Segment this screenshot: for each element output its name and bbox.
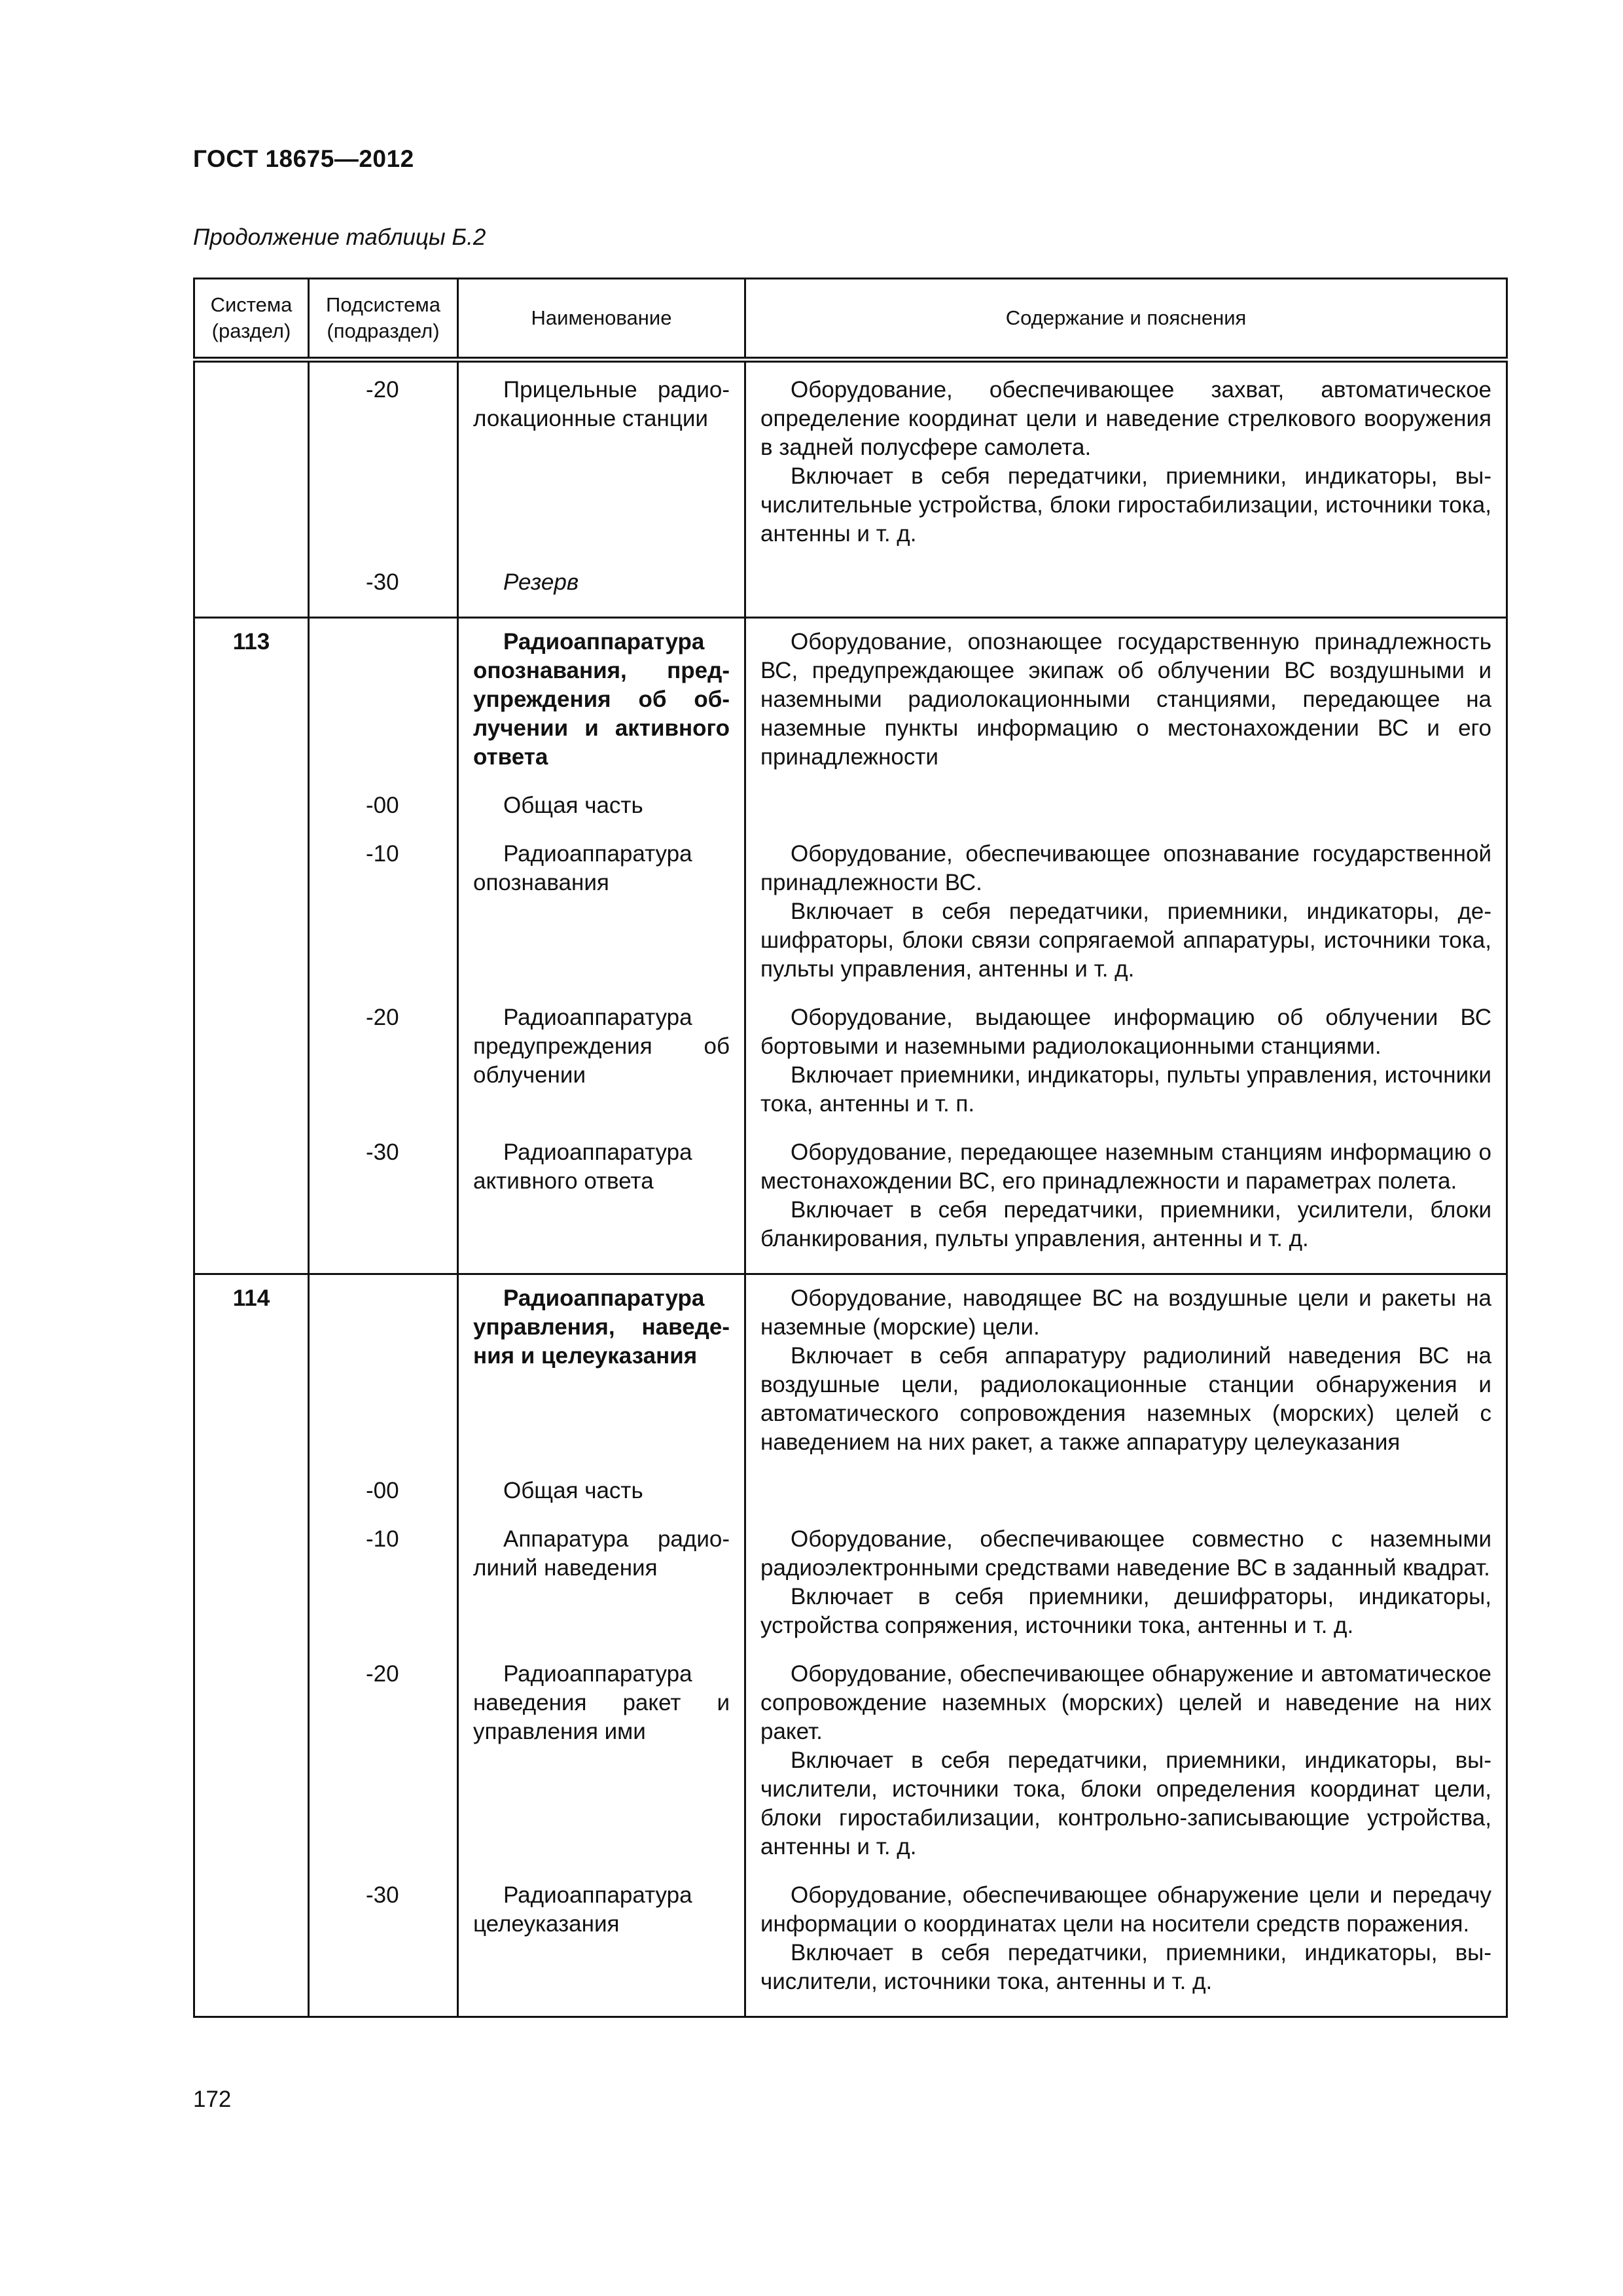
description-cell	[745, 791, 1507, 840]
table-row	[194, 1138, 1507, 1274]
system-cell	[194, 1525, 309, 1660]
system-cell: 113	[194, 618, 309, 792]
description-cell	[745, 1477, 1507, 1525]
name-cell	[458, 360, 745, 569]
table-continuation-caption: Продолжение таблицы Б.2	[193, 224, 486, 250]
name-cell	[458, 1003, 745, 1138]
table-header-row	[194, 279, 1507, 360]
description-paragraph: Оборудование, обеспечивающее обнаружение цели и передачу информации о координатах цели на носители средств поражения.	[760, 1882, 1491, 1937]
description-paragraph: Оборудование, обеспечивающее опознавание государственной принадлежности ВС.	[760, 841, 1491, 895]
subsystem-cell: -30	[309, 1138, 458, 1274]
description-cell	[745, 618, 1507, 792]
description-cell	[745, 1003, 1507, 1138]
name-text: Радиоаппаратура управления, наведения и целеуказания	[473, 1285, 730, 1369]
table-row	[194, 568, 1507, 618]
system-cell	[194, 1881, 309, 2017]
table-row	[194, 1477, 1507, 1525]
name-text: Общая часть	[503, 1478, 643, 1503]
description-paragraph: Включает в себя передатчики, приемники, индикаторы, дешифраторы, блоки связи сопрягаемой аппаратуры, источники тока, пульты управления, антенны и т. д.	[760, 899, 1491, 982]
subsystem-cell: -30	[309, 568, 458, 618]
subsystem-cell: -20	[309, 360, 458, 569]
system-cell	[194, 1003, 309, 1138]
system-cell: 114	[194, 1274, 309, 1477]
system-cell	[194, 360, 309, 569]
name-text: Радиоаппаратура целеуказания	[473, 1882, 692, 1937]
column-header-subsystem: Подсистема (подраздел)	[309, 279, 458, 360]
description-paragraph: Оборудование, обеспечивающее обнаружение и автоматическое сопровождение наземных (морских) целей и наведение на них ракет.	[760, 1661, 1491, 1744]
column-header-name: Наименование	[458, 279, 745, 360]
table-row	[194, 360, 1507, 569]
description-cell	[745, 1660, 1507, 1881]
name-cell	[458, 840, 745, 1003]
system-cell	[194, 1477, 309, 1525]
system-cell	[194, 791, 309, 840]
subsystem-cell: -20	[309, 1003, 458, 1138]
name-cell	[458, 1138, 745, 1274]
name-text: Прицельные радиолокационные станции	[473, 377, 730, 431]
name-text: Радиоаппаратура опознавания, предупреждения об облучении и активного ответа	[473, 629, 730, 770]
table-row	[194, 1881, 1507, 2017]
name-text: Резерв	[503, 569, 579, 595]
name-text: Аппаратура радиолиний наведения	[473, 1526, 730, 1581]
table-row	[194, 1003, 1507, 1138]
description-paragraph: Включает приемники, индикаторы, пульты управления, источники тока, антенны и т. п.	[760, 1062, 1491, 1117]
description-paragraph: Оборудование, опознающее государственную принадлежность ВС, предупреждающее экипаж об облучении ВС воздушными и наземными радиолокационными станциями, передающее на наземные пункты информацию о местонахождении ВС и его принадлежности	[760, 629, 1491, 770]
subsystem-cell: -30	[309, 1881, 458, 2017]
system-cell	[194, 1138, 309, 1274]
subsystem-cell: -10	[309, 840, 458, 1003]
subsystem-cell: -10	[309, 1525, 458, 1660]
description-paragraph: Включает в себя передатчики, приемники, усилители, блоки бланкирования, пульты управления, антенны и т. д.	[760, 1197, 1491, 1251]
name-cell	[458, 791, 745, 840]
description-paragraph: Оборудование, обеспечивающее захват, автоматическое определение координат цели и наведение стрелкового вооружения в задней полусфере самолета.	[760, 377, 1491, 460]
system-cell	[194, 840, 309, 1003]
name-text: Радиоаппаратура предупреждения об облучении	[473, 1005, 730, 1088]
page-number: 172	[193, 2087, 232, 2112]
name-text: Радиоаппаратура опознавания	[473, 841, 692, 895]
name-cell	[458, 618, 745, 792]
name-cell	[458, 1274, 745, 1477]
description-cell	[745, 360, 1507, 569]
name-cell	[458, 1660, 745, 1881]
description-paragraph: Оборудование, наводящее ВС на воздушные цели и ракеты на наземные (морские) цели.	[760, 1285, 1491, 1340]
column-header-system: Система (раздел)	[194, 279, 309, 360]
name-cell	[458, 568, 745, 618]
description-paragraph: Включает в себя аппаратуру радиолиний наведения ВС на воздушные цели, радиолокационные станции обнаружения и автоматического сопровождения наземных (морских) целей с наведением на них ракет, а также аппаратуру целеуказания	[760, 1343, 1491, 1455]
name-cell	[458, 1477, 745, 1525]
name-text: Радиоаппаратура активного ответа	[473, 1139, 692, 1194]
description-cell	[745, 840, 1507, 1003]
subsystem-cell	[309, 618, 458, 792]
subsystem-cell: -00	[309, 1477, 458, 1525]
system-cell	[194, 1660, 309, 1881]
system-cell	[194, 568, 309, 618]
description-cell	[745, 1138, 1507, 1274]
table-row	[194, 840, 1507, 1003]
name-text: Общая часть	[503, 793, 643, 818]
description-paragraph: Включает в себя передатчики, приемники, индикаторы, вычислительные устройства, блоки гиростабилизации, источники тока, антенны и т. д.	[760, 463, 1491, 547]
subsystem-cell: -20	[309, 1660, 458, 1881]
description-paragraph: Включает в себя передатчики, приемники, индикаторы, вычислители, источники тока, антенны и т. д.	[760, 1940, 1491, 1994]
table-row	[194, 1274, 1507, 1477]
table-row	[194, 1525, 1507, 1660]
name-cell	[458, 1881, 745, 2017]
description-paragraph: Включает в себя приемники, дешифраторы, индикаторы, устройства сопряжения, источники тока, антенны и т. д.	[760, 1584, 1491, 1638]
description-cell	[745, 1881, 1507, 2017]
description-paragraph: Включает в себя передатчики, приемники, индикаторы, вычислители, источники тока, блоки определения координат цели, блоки гиростабилизации, контрольно-записывающие устройства, антенны и т. д.	[760, 1748, 1491, 1859]
table-body	[194, 360, 1507, 2017]
description-cell	[745, 568, 1507, 618]
description-paragraph: Оборудование, обеспечивающее совместно с наземными радиоэлектронными средствами наведение ВС в заданный квадрат.	[760, 1526, 1491, 1581]
subsystem-cell: -00	[309, 791, 458, 840]
document-title: ГОСТ 18675—2012	[193, 145, 414, 172]
name-text: Радиоаппаратура наведения ракет и управления ими	[473, 1661, 730, 1744]
subsystem-cell	[309, 1274, 458, 1477]
classification-table	[193, 278, 1508, 2018]
description-paragraph: Оборудование, выдающее информацию об облучении ВС бортовыми и наземными радиолокационными станциями.	[760, 1005, 1491, 1059]
name-cell	[458, 1525, 745, 1660]
table-row	[194, 791, 1507, 840]
description-paragraph: Оборудование, передающее наземным станциям информацию о местонахождении ВС, его принадлежности и параметрах полета.	[760, 1139, 1491, 1194]
table-row	[194, 618, 1507, 792]
table-row	[194, 1660, 1507, 1881]
column-header-description: Содержание и пояснения	[745, 279, 1507, 360]
description-cell	[745, 1274, 1507, 1477]
description-cell	[745, 1525, 1507, 1660]
